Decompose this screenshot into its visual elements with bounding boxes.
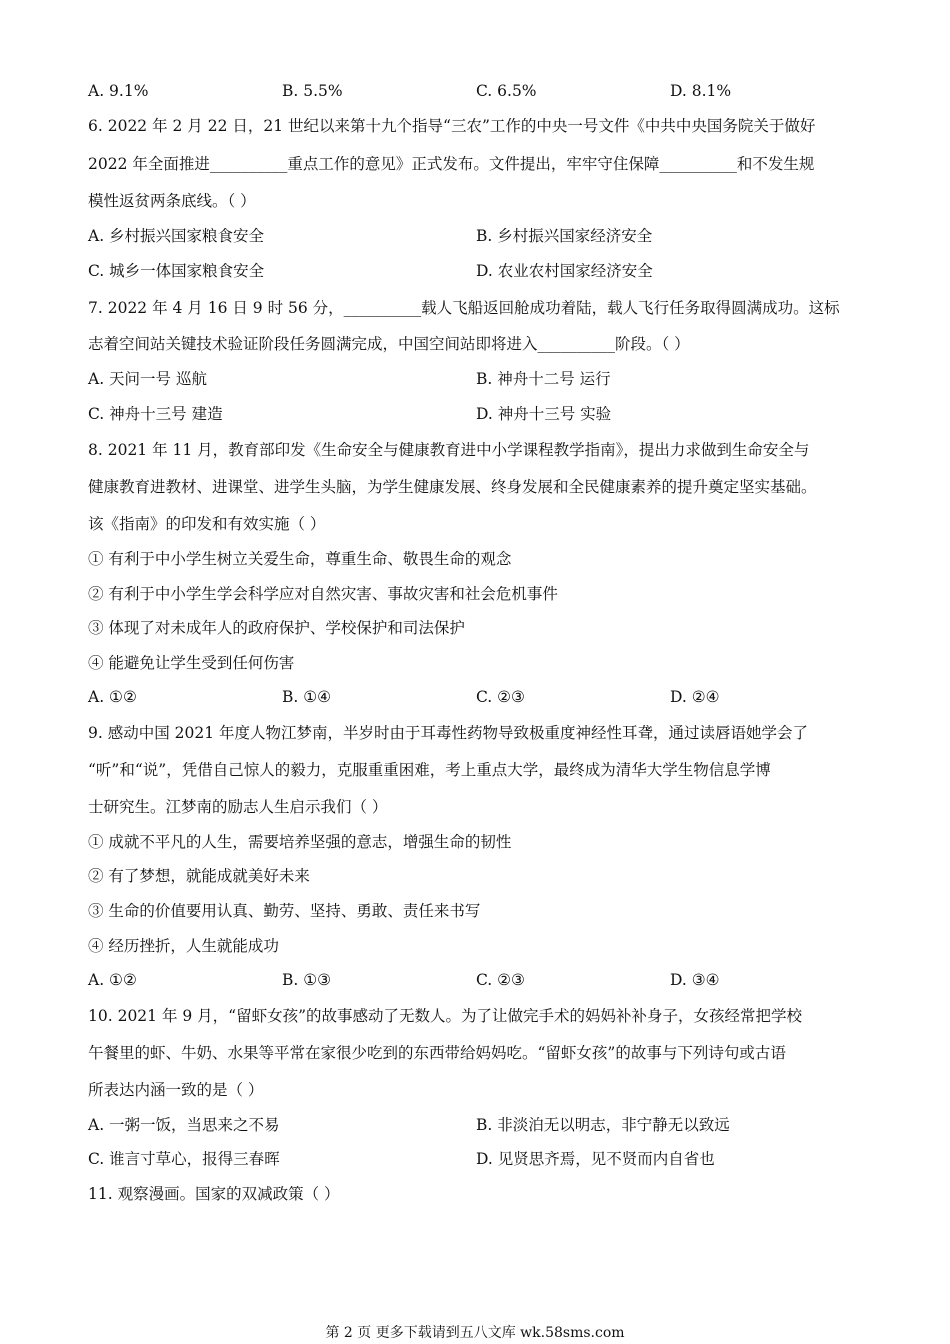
q9-statement-4: ④ 经历挫折，人生就能成功: [88, 937, 279, 955]
q9-stem-line-3: 士研究生。江梦南的励志人生启示我们（ ）: [88, 798, 388, 816]
q7-stem-line-1: 7. 2022 年 4 月 16 日 9 时 56 分，__________载人飞船返回舱成功着陆，载人飞行任务取得圆满成功。这标: [88, 299, 840, 317]
q5-option-d: D. 8.1%: [670, 82, 732, 100]
q10-stem-line-1: 10. 2021 年 9 月，“留虾女孩”的故事感动了无数人。为了让做完手术的妈妈补补身子，女孩经常把学校: [88, 1007, 803, 1025]
q8-option-a: A. ①②: [88, 688, 137, 706]
q10-option-a: A. 一粥一饭，当思来之不易: [88, 1116, 280, 1134]
q9-statement-2: ② 有了梦想，就能成就美好未来: [88, 867, 310, 885]
q5-option-a: A. 9.1%: [88, 82, 149, 100]
q11-stem-line-1: 11. 观察漫画。国家的双减政策（ ）: [88, 1185, 340, 1203]
q8-statement-1: ① 有利于中小学生树立关爱生命，尊重生命、敬畏生命的观念: [88, 550, 512, 568]
q6-option-d: D. 农业农村国家经济安全: [476, 262, 653, 280]
q9-option-b: B. ①③: [282, 971, 332, 989]
q9-option-d: D. ③④: [670, 971, 720, 989]
q7-option-a: A. 天问一号 巡航: [88, 370, 207, 388]
q9-statement-1: ① 成就不平凡的人生，需要培养坚强的意志，增强生命的韧性: [88, 833, 512, 851]
q6-stem-line-1: 6. 2022 年 2 月 22 日，21 世纪以来第十九个指导“三农”工作的中央一号文件《中共中央国务院关于做好: [88, 117, 816, 135]
q5-option-b: B. 5.5%: [282, 82, 343, 100]
q7-stem-line-2: 志着空间站关键技术验证阶段任务圆满完成，中国空间站即将进入__________阶段。（ ）: [88, 335, 690, 353]
q8-option-b: B. ①④: [282, 688, 332, 706]
q8-option-c: C. ②③: [476, 688, 525, 706]
q6-stem-line-3: 模性返贫两条底线。（ ）: [88, 192, 256, 210]
q8-statement-4: ④ 能避免让学生受到任何伤害: [88, 654, 295, 672]
q9-option-a: A. ①②: [88, 971, 137, 989]
q10-option-b: B. 非淡泊无以明志，非宁静无以致远: [476, 1116, 730, 1134]
q10-stem-line-2: 午餐里的虾、牛奶、水果等平常在家很少吃到的东西带给妈妈吃。“留虾女孩”的故事与下列诗句或古语: [88, 1044, 786, 1062]
q6-option-c: C. 城乡一体国家粮食安全: [88, 262, 265, 280]
q9-statement-3: ③ 生命的价值要用认真、勤劳、坚持、勇敢、责任来书写: [88, 902, 481, 920]
q9-stem-line-2: “听”和“说”，凭借自己惊人的毅力，克服重重困难，考上重点大学，最终成为清华大学生物信息学博: [88, 761, 771, 779]
q8-statement-2: ② 有利于中小学生学会科学应对自然灾害、事故灾害和社会危机事件: [88, 585, 558, 603]
q8-stem-line-3: 该《指南》的印发和有效实施（ ）: [88, 515, 326, 533]
q6-option-a: A. 乡村振兴国家粮食安全: [88, 227, 265, 245]
q7-option-b: B. 神舟十二号 运行: [476, 370, 611, 388]
q10-option-d: D. 见贤思齐焉，见不贤而内自省也: [476, 1150, 715, 1168]
q6-stem-line-2: 2022 年全面推进__________重点工作的意见》正式发布。文件提出，牢牢守住保障__________和不发生规: [88, 155, 815, 173]
q9-option-c: C. ②③: [476, 971, 525, 989]
q8-stem-line-2: 健康教育进教材、进课堂、进学生头脑，为学生健康发展、终身发展和全民健康素养的提升奠定坚实基础。: [88, 478, 817, 496]
page-footer: 第 2 页 更多下载请到五八文库 wk.58sms.com: [325, 1325, 625, 1341]
q9-stem-line-1: 9. 感动中国 2021 年度人物江梦南，半岁时由于耳毒性药物导致极重度神经性耳聋，通过读唇语她学会了: [88, 724, 809, 742]
q10-stem-line-3: 所表达内涵一致的是（ ）: [88, 1081, 264, 1099]
q7-option-c: C. 神舟十三号 建造: [88, 405, 223, 423]
q7-option-d: D. 神舟十三号 实验: [476, 405, 612, 423]
q10-option-c: C. 谁言寸草心，报得三春晖: [88, 1150, 280, 1168]
q6-option-b: B. 乡村振兴国家经济安全: [476, 227, 653, 245]
q5-option-c: C. 6.5%: [476, 82, 537, 100]
q8-option-d: D. ②④: [670, 688, 720, 706]
q8-statement-3: ③ 体现了对未成年人的政府保护、学校保护和司法保护: [88, 619, 465, 637]
q8-stem-line-1: 8. 2021 年 11 月，教育部印发《生命安全与健康教育进中小学课程教学指南》，提出力求做到生命安全与: [88, 441, 810, 459]
